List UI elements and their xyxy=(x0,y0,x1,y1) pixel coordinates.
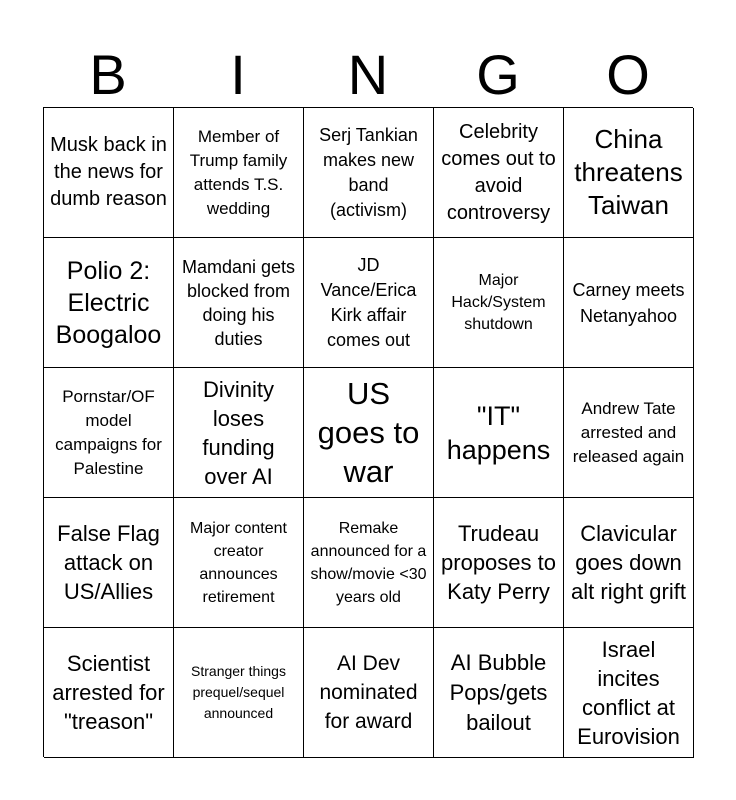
cell-text: Divinity loses funding over AI xyxy=(202,376,275,489)
bingo-cell xyxy=(44,108,174,238)
bingo-cell xyxy=(174,498,304,628)
bingo-cell xyxy=(174,628,304,758)
header-letter-n: N xyxy=(347,43,389,106)
bingo-cell xyxy=(434,238,564,368)
bingo-cell xyxy=(304,368,434,498)
bingo-cell xyxy=(304,628,434,758)
header-letter-g: G xyxy=(476,43,520,106)
cell-text: Scientist arrested for "treason" xyxy=(52,651,165,734)
bingo-cell xyxy=(564,108,694,238)
cell-text: Serj Tankian makes new band (activism) xyxy=(319,124,418,220)
cell-text: AI Bubble Pops/gets bailout xyxy=(449,649,548,735)
bingo-cell xyxy=(564,238,694,368)
cell-text: Polio 2: Electric Boogaloo xyxy=(55,256,162,349)
cell-text: Major Hack/System shutdown xyxy=(451,271,546,333)
bingo-cell xyxy=(44,498,174,628)
bingo-cell xyxy=(564,368,694,498)
bingo-header xyxy=(43,42,693,108)
bingo-cell xyxy=(304,108,434,238)
bingo-cell xyxy=(174,368,304,498)
bingo-cell xyxy=(564,628,694,758)
header-letter-o: O xyxy=(606,43,650,106)
cell-text: Celebrity comes out to avoid controversy xyxy=(441,120,556,224)
bingo-cell xyxy=(304,498,434,628)
cell-text: China threatens Taiwan xyxy=(574,124,683,220)
cell-text: Clavicular goes down alt right grift xyxy=(571,521,686,604)
cell-text: Israel incites conflict at Eurovision xyxy=(577,636,680,749)
bingo-cell xyxy=(174,108,304,238)
bingo-cell xyxy=(434,368,564,498)
bingo-grid xyxy=(43,107,693,757)
bingo-cell xyxy=(44,368,174,498)
cell-text: False Flag attack on US/Allies xyxy=(57,521,160,604)
bingo-cell xyxy=(434,498,564,628)
cell-text: AI Dev nominated for award xyxy=(319,652,418,733)
header-letter-i: I xyxy=(230,43,246,106)
cell-text: Major content creator announces retirement xyxy=(190,519,287,606)
cell-text: Musk back in the news for dumb reason xyxy=(50,134,167,210)
bingo-cell xyxy=(434,628,564,758)
cell-text: "IT" happens xyxy=(446,400,551,465)
bingo-cell xyxy=(174,238,304,368)
header-letter-b: B xyxy=(89,43,127,106)
cell-text: Carney meets Netanyahoo xyxy=(572,279,685,326)
bingo-cell xyxy=(304,238,434,368)
bingo-cell xyxy=(434,108,564,238)
cell-text: Pornstar/OF model campaigns for Palestine xyxy=(55,386,162,478)
bingo-cell xyxy=(44,238,174,368)
bingo-cell xyxy=(44,628,174,758)
cell-text: Member of Trump family attends T.S. wedding xyxy=(189,126,288,218)
bingo-cell xyxy=(564,498,694,628)
cell-text: Andrew Tate arrested and released again xyxy=(572,398,685,466)
cell-text: Remake announced for a show/movie <30 years old xyxy=(310,519,427,606)
cell-text: US goes to war xyxy=(317,376,420,489)
cell-text: Trudeau proposes to Katy Perry xyxy=(441,521,556,604)
cell-text: Stranger things prequel/sequel announced xyxy=(191,663,286,721)
cell-text: JD Vance/Erica Kirk affair comes out xyxy=(320,254,417,350)
cell-text: Mamdani gets blocked from doing his duties xyxy=(181,256,296,349)
